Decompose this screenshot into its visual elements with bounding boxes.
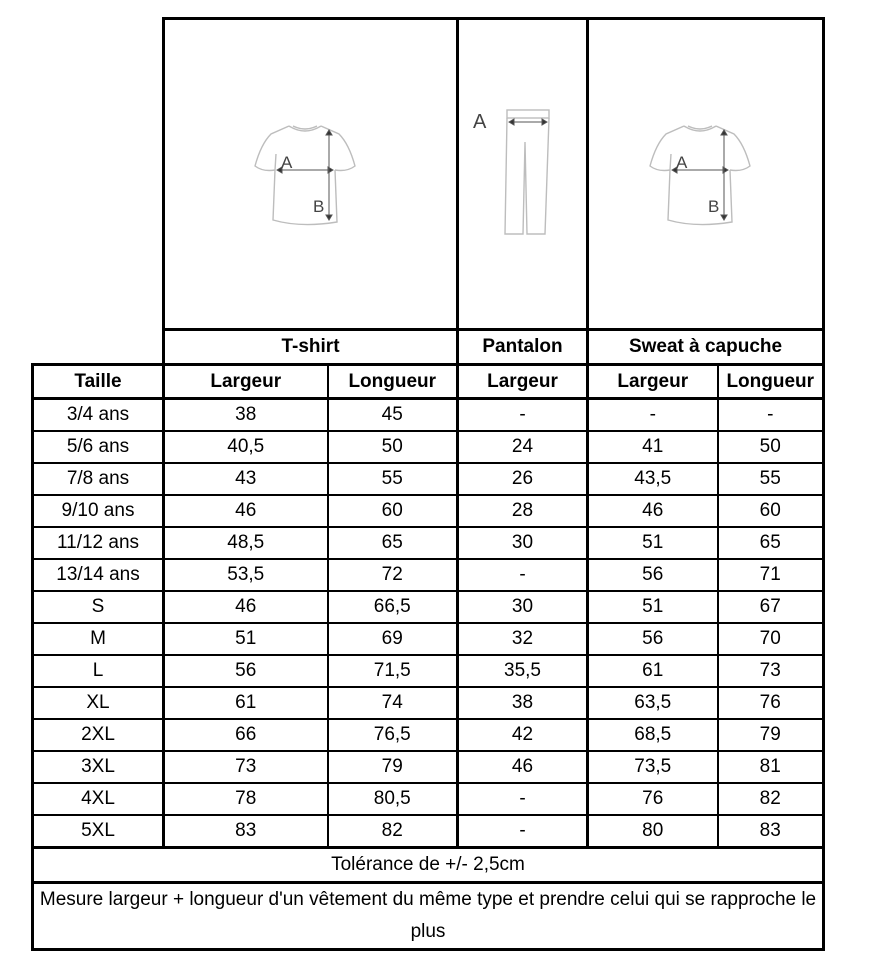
label-a: A (675, 153, 687, 172)
cell-sweat-longueur: 50 (718, 431, 824, 463)
cell-sweat-largeur: 73,5 (588, 751, 718, 783)
cell-sweat-longueur: 81 (718, 751, 824, 783)
cell-sweat-longueur: 60 (718, 495, 824, 527)
cell-sweat-longueur: 70 (718, 623, 824, 655)
tolerance-text: Tolérance de +/- 2,5cm (33, 848, 824, 883)
size-row (33, 687, 824, 719)
cell-tshirt-largeur: 43 (164, 463, 328, 495)
cell-tshirt-longueur: 66,5 (328, 591, 458, 623)
size-row (33, 495, 824, 527)
cell-taille: 3/4 ans (33, 399, 164, 432)
cell-pantalon-largeur: 30 (458, 527, 588, 559)
group-sweat: Sweat à capuche (588, 330, 824, 365)
size-row (33, 463, 824, 495)
cell-pantalon-largeur: 35,5 (458, 655, 588, 687)
cell-tshirt-largeur: 46 (164, 591, 328, 623)
cell-sweat-longueur: - (718, 399, 824, 432)
cell-pantalon-largeur: 38 (458, 687, 588, 719)
cell-taille: 2XL (33, 719, 164, 751)
label-b: B (707, 197, 719, 216)
cell-tshirt-largeur: 40,5 (164, 431, 328, 463)
cell-tshirt-longueur: 76,5 (328, 719, 458, 751)
cell-tshirt-largeur: 78 (164, 783, 328, 815)
cell-pantalon-largeur: 30 (458, 591, 588, 623)
cell-tshirt-largeur: 48,5 (164, 527, 328, 559)
cell-pantalon-largeur: 28 (458, 495, 588, 527)
col-header-sweat-largeur: Largeur (588, 365, 718, 399)
cell-sweat-largeur: 56 (588, 559, 718, 591)
diagram-row (33, 19, 824, 330)
cell-sweat-longueur: 76 (718, 687, 824, 719)
cell-sweat-largeur: - (588, 399, 718, 432)
cell-sweat-longueur: 67 (718, 591, 824, 623)
size-row (33, 431, 824, 463)
sweat-diagram-cell (588, 19, 824, 330)
size-row (33, 719, 824, 751)
size-row (33, 783, 824, 815)
cell-taille: XL (33, 687, 164, 719)
cell-sweat-longueur: 82 (718, 783, 824, 815)
cell-taille: 7/8 ans (33, 463, 164, 495)
size-rows (33, 399, 824, 848)
size-row (33, 399, 824, 432)
label-a: A (472, 111, 486, 133)
cell-sweat-largeur: 43,5 (588, 463, 718, 495)
cell-taille: S (33, 591, 164, 623)
cell-taille: 9/10 ans (33, 495, 164, 527)
measurement-note: Mesure largeur + longueur d'un vêtement du même type et prendre celui qui se rapproche le plus (33, 883, 824, 950)
cell-taille: 5/6 ans (33, 431, 164, 463)
cell-tshirt-largeur: 46 (164, 495, 328, 527)
cell-sweat-largeur: 80 (588, 815, 718, 848)
cell-tshirt-largeur: 61 (164, 687, 328, 719)
cell-tshirt-longueur: 69 (328, 623, 458, 655)
cell-sweat-longueur: 73 (718, 655, 824, 687)
cell-tshirt-longueur: 72 (328, 559, 458, 591)
cell-sweat-largeur: 76 (588, 783, 718, 815)
cell-tshirt-longueur: 82 (328, 815, 458, 848)
cell-taille: 5XL (33, 815, 164, 848)
cell-sweat-largeur: 63,5 (588, 687, 718, 719)
cell-tshirt-longueur: 55 (328, 463, 458, 495)
cell-sweat-longueur: 71 (718, 559, 824, 591)
cell-pantalon-largeur: - (458, 783, 588, 815)
cell-sweat-longueur: 83 (718, 815, 824, 848)
pantalon-diagram-cell (458, 19, 588, 330)
tolerance-row (33, 848, 824, 883)
cell-tshirt-longueur: 65 (328, 527, 458, 559)
cell-taille: L (33, 655, 164, 687)
cell-sweat-longueur: 79 (718, 719, 824, 751)
cell-tshirt-longueur: 71,5 (328, 655, 458, 687)
cell-sweat-longueur: 55 (718, 463, 824, 495)
cell-taille: 3XL (33, 751, 164, 783)
cell-pantalon-largeur: 32 (458, 623, 588, 655)
cell-pantalon-largeur: 42 (458, 719, 588, 751)
size-row (33, 655, 824, 687)
cell-tshirt-longueur: 45 (328, 399, 458, 432)
cell-tshirt-largeur: 66 (164, 719, 328, 751)
cell-sweat-longueur: 65 (718, 527, 824, 559)
note-row (33, 883, 824, 950)
cell-pantalon-largeur: - (458, 399, 588, 432)
cell-sweat-largeur: 56 (588, 623, 718, 655)
cell-tshirt-largeur: 38 (164, 399, 328, 432)
cell-sweat-largeur: 68,5 (588, 719, 718, 751)
size-row (33, 751, 824, 783)
cell-tshirt-largeur: 51 (164, 623, 328, 655)
cell-sweat-largeur: 51 (588, 591, 718, 623)
size-row (33, 559, 824, 591)
cell-tshirt-longueur: 79 (328, 751, 458, 783)
col-header-tshirt-longueur: Longueur (328, 365, 458, 399)
size-row (33, 591, 824, 623)
cell-pantalon-largeur: - (458, 559, 588, 591)
hoodie-measure-icon (636, 104, 776, 244)
cell-tshirt-largeur: 53,5 (164, 559, 328, 591)
group-tshirt: T-shirt (164, 330, 458, 365)
col-header-taille: Taille (33, 365, 164, 399)
label-a: A (280, 153, 292, 172)
cell-tshirt-largeur: 83 (164, 815, 328, 848)
cell-tshirt-longueur: 50 (328, 431, 458, 463)
cell-pantalon-largeur: - (458, 815, 588, 848)
col-header-sweat-longueur: Longueur (718, 365, 824, 399)
cell-taille: 11/12 ans (33, 527, 164, 559)
column-header-row (33, 365, 824, 399)
cell-taille: M (33, 623, 164, 655)
empty-corner-cell (33, 330, 164, 365)
tshirt-diagram-cell (164, 19, 458, 330)
group-header-row (33, 330, 824, 365)
cell-pantalon-largeur: 24 (458, 431, 588, 463)
cell-sweat-largeur: 41 (588, 431, 718, 463)
cell-tshirt-largeur: 56 (164, 655, 328, 687)
size-row (33, 815, 824, 848)
cell-tshirt-longueur: 80,5 (328, 783, 458, 815)
group-pantalon: Pantalon (458, 330, 588, 365)
empty-corner-cell (33, 19, 164, 330)
cell-tshirt-longueur: 74 (328, 687, 458, 719)
size-chart-table (31, 17, 825, 951)
cell-tshirt-longueur: 60 (328, 495, 458, 527)
cell-taille: 13/14 ans (33, 559, 164, 591)
tshirt-measure-icon (241, 104, 381, 244)
cell-taille: 4XL (33, 783, 164, 815)
cell-pantalon-largeur: 26 (458, 463, 588, 495)
label-b: B (312, 197, 324, 216)
pants-measure-icon (461, 104, 585, 244)
size-row (33, 527, 824, 559)
cell-sweat-largeur: 51 (588, 527, 718, 559)
size-row (33, 623, 824, 655)
col-header-pantalon-largeur: Largeur (458, 365, 588, 399)
col-header-tshirt-largeur: Largeur (164, 365, 328, 399)
cell-sweat-largeur: 46 (588, 495, 718, 527)
cell-pantalon-largeur: 46 (458, 751, 588, 783)
cell-tshirt-largeur: 73 (164, 751, 328, 783)
cell-sweat-largeur: 61 (588, 655, 718, 687)
